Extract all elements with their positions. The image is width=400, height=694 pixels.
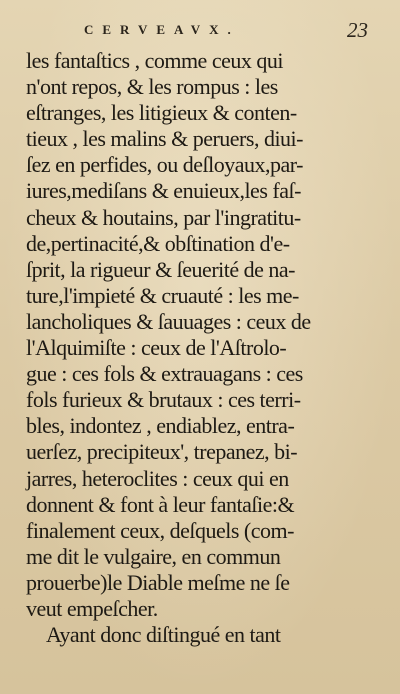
text-line: n'ont repos, & les rompus : les [26,74,278,100]
text-line: les fantaſtics , comme ceux qui [26,48,283,73]
text-line: eſtranges, les litigieux & conten- [26,100,297,126]
text-line: lancholiques & ſauuages : ceux de [26,308,311,334]
running-title: CERVEAVX. [84,22,240,37]
body-text [26,48,358,648]
text-line: Ayant donc diſtingué en tant [46,622,281,648]
text-line: gue : ces fols & extrauagans : ces [26,361,303,387]
text-line: me dit le vulgaire, en commun [26,543,281,569]
text-line: bles, indontez , endiablez, entra- [26,413,295,439]
running-head [26,18,368,44]
text-line: donnent & font à leur fantaſie:& [26,491,295,517]
text-line: ſez en perfides, ou deſloyaux,par- [26,152,303,178]
text-line: de,pertinacité,& obſtination d'e- [26,230,290,256]
text-line: jarres, heteroclites : ceux qui en [26,465,289,491]
page-number: 23 [347,18,368,42]
text-line: cheux & houtains, par l'ingratitu- [26,204,301,230]
text-line: finalement ceux, deſquels (com- [26,517,294,543]
text-line: l'Alquimiſte : ceux de l'Aſtrolo- [26,335,287,361]
text-line: ture,l'impieté & cruauté : les me- [26,282,299,308]
text-line: uerſez, precipiteux', trepanez, bi- [26,439,298,465]
text-line: ſprit, la rigueur & ſeuerité de na- [26,256,295,282]
text-line: fols furieux & brutaux : ces terri- [26,387,301,413]
text-line: iures,mediſans & enuieux,les faſ- [26,178,301,204]
text-line: tieux , les malins & peruers, diui- [26,126,303,152]
text-line: prouerbe)le Diable meſme ne ſe [26,569,290,595]
text-line: veut empeſcher. [26,595,158,621]
